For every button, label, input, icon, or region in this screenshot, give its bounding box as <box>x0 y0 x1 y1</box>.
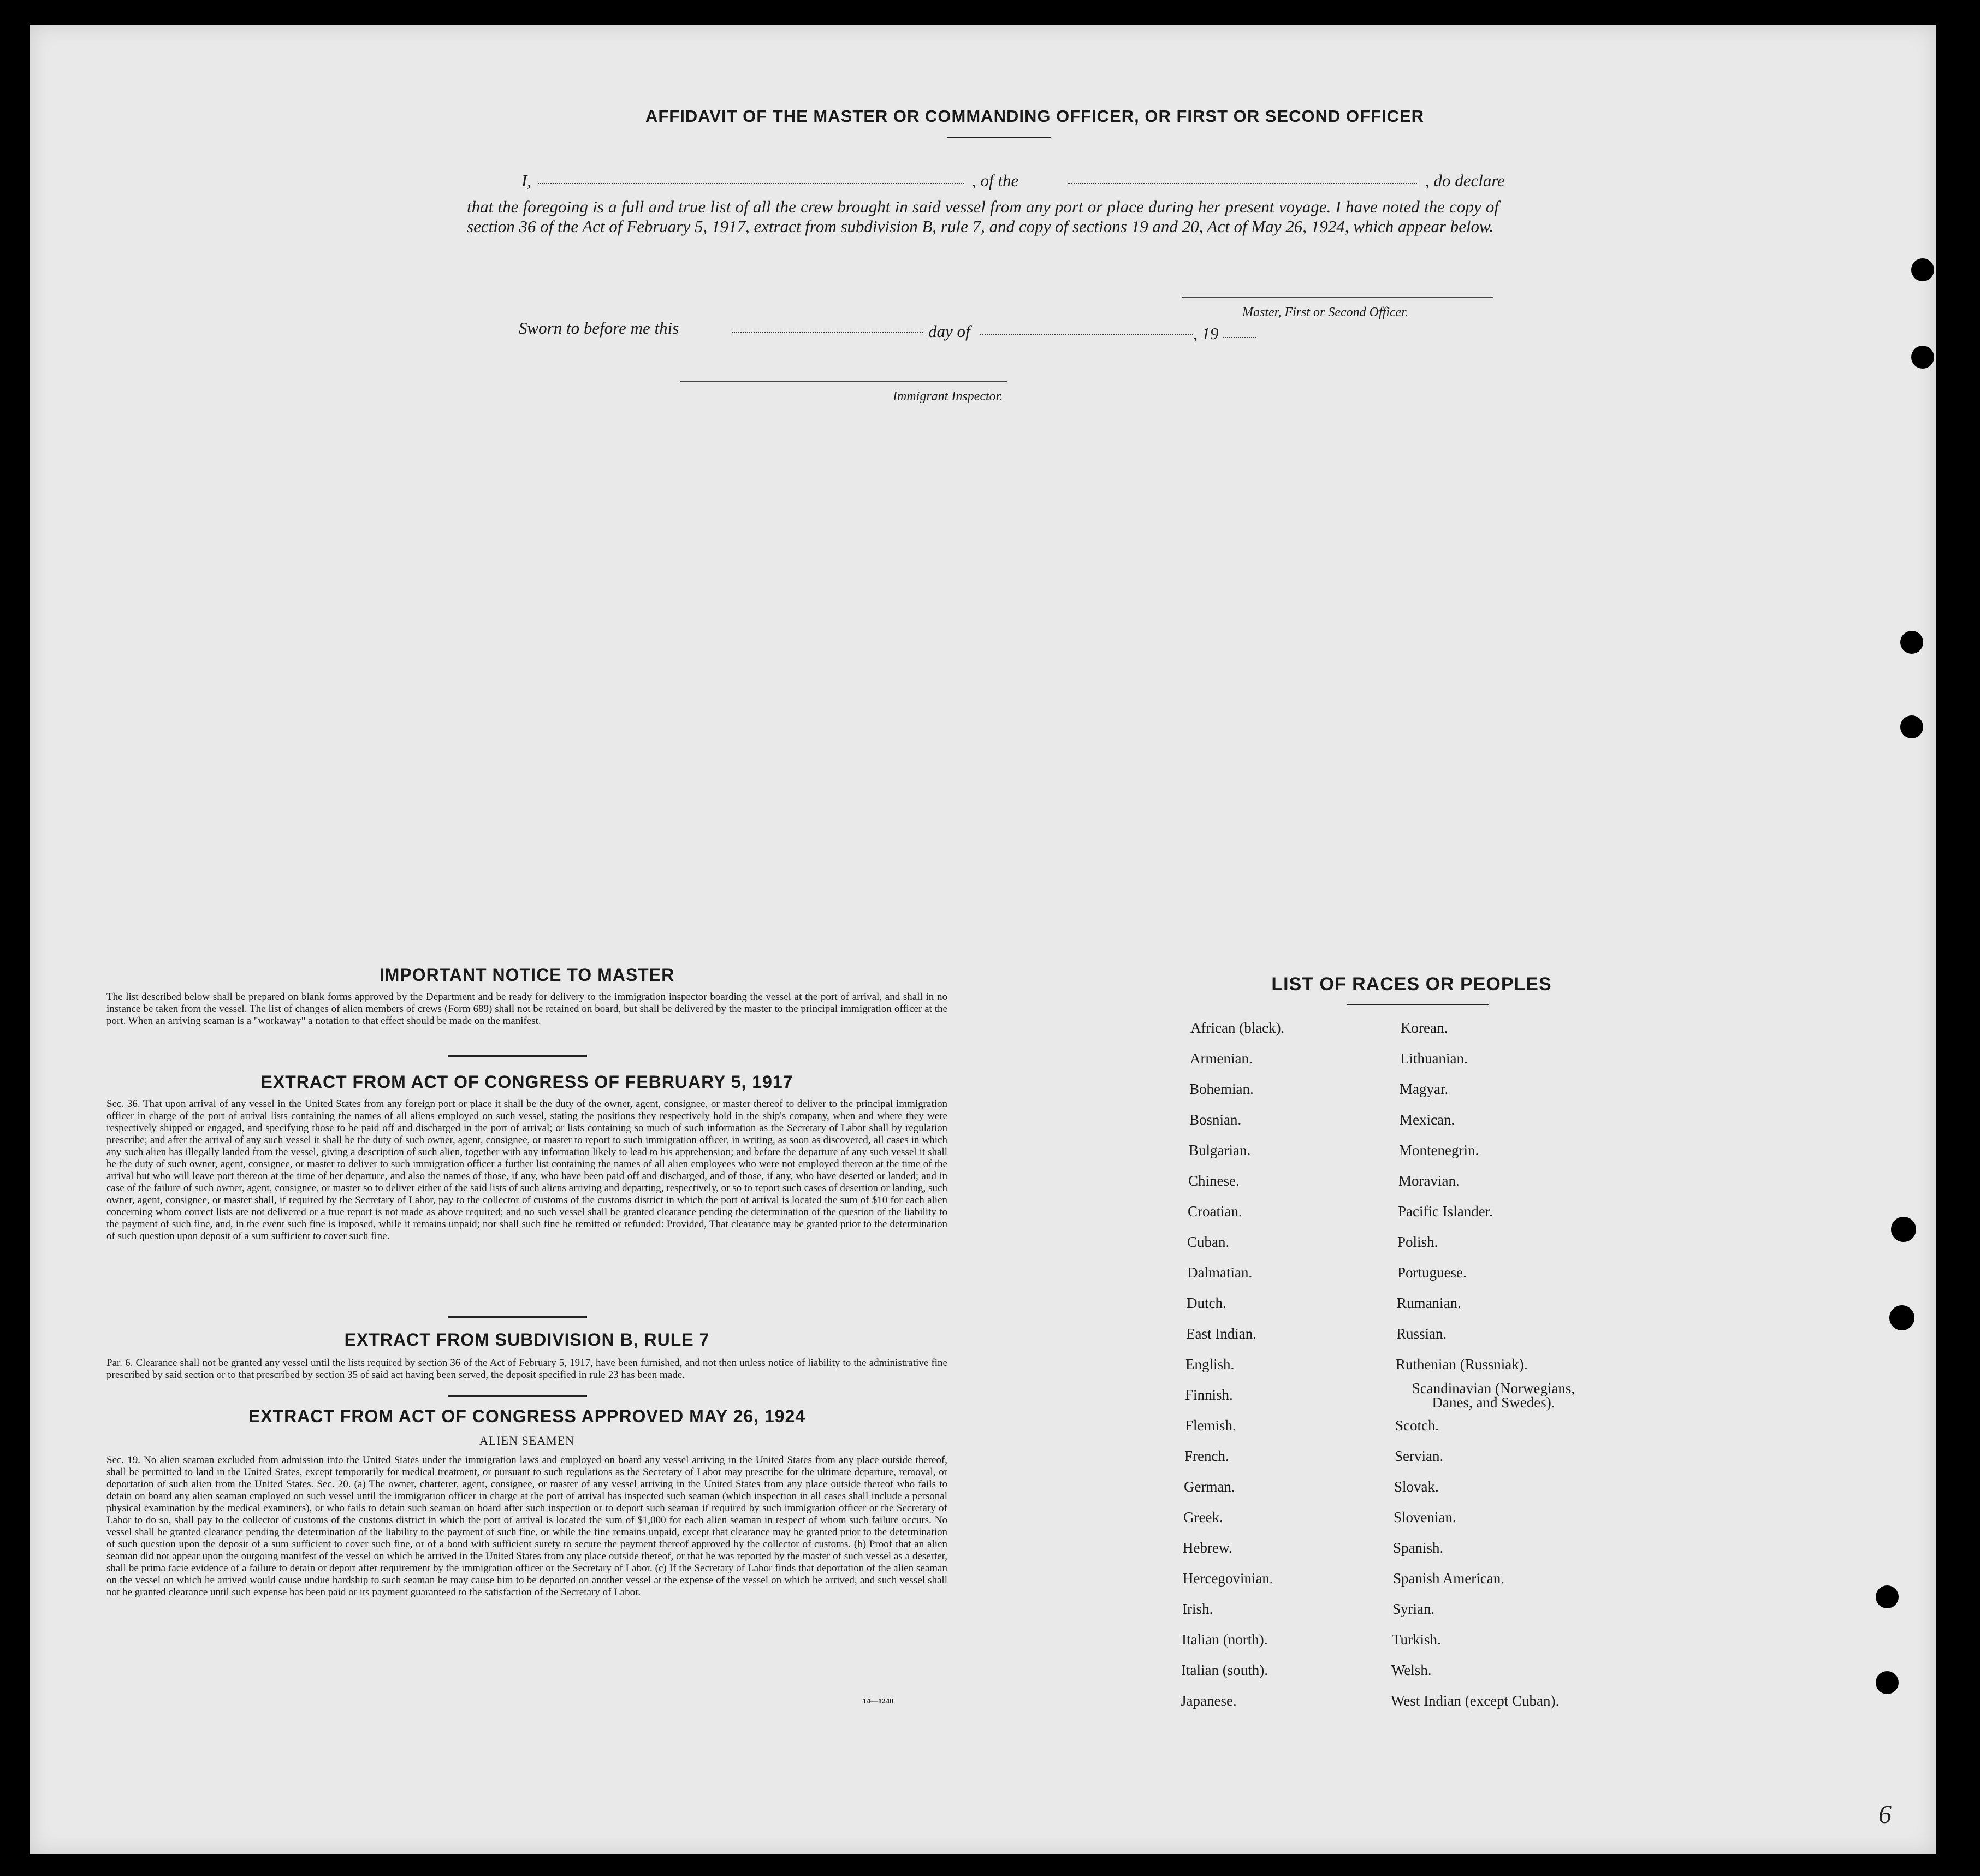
punch-hole <box>1876 1671 1899 1694</box>
signature-line[interactable] <box>1182 297 1493 298</box>
race-right-item: West Indian (except Cuban). <box>1391 1692 1560 1709</box>
race-left-item: Croatian. <box>1188 1203 1242 1220</box>
margin-mark: 6 <box>1878 1800 1892 1829</box>
race-right-item: Slovak. <box>1394 1478 1439 1495</box>
race-left-item: Flemish. <box>1185 1417 1236 1434</box>
inspector-caption: Immigrant Inspector. <box>893 389 1003 404</box>
race-right-item: Moravian. <box>1398 1173 1460 1189</box>
race-left-item: English. <box>1185 1356 1235 1372</box>
rule7-rule <box>448 1395 587 1397</box>
day-blank[interactable] <box>732 332 923 333</box>
signature-caption: Master, First or Second Officer. <box>1242 305 1408 319</box>
race-right-item: Ruthenian (Russniak). <box>1396 1356 1528 1372</box>
race-left-item: African (black). <box>1190 1020 1285 1036</box>
do-declare-label: , do declare <box>1425 171 1505 190</box>
race-left-item: Cuban. <box>1187 1234 1230 1250</box>
race-left-item: French. <box>1184 1448 1229 1464</box>
race-right-item: Scotch. <box>1395 1417 1439 1434</box>
race-right-item: Portuguese. <box>1397 1264 1467 1281</box>
punch-hole <box>1891 1217 1916 1242</box>
day-of-label: day of <box>928 322 970 341</box>
race-left-item: Japanese. <box>1181 1692 1237 1709</box>
race-right-item: Pacific Islander. <box>1398 1203 1493 1220</box>
rule7-title: EXTRACT FROM SUBDIVISION B, RULE 7 <box>344 1330 710 1350</box>
race-right-item: Polish. <box>1397 1234 1438 1250</box>
extract-1917-rule <box>448 1316 587 1318</box>
races-title: LIST OF RACES OR PEOPLES <box>1271 974 1552 995</box>
notice-title: IMPORTANT NOTICE TO MASTER <box>379 965 675 985</box>
race-left-item: East Indian. <box>1186 1325 1256 1342</box>
race-right-item: Turkish. <box>1392 1631 1441 1648</box>
extract-1917-title: EXTRACT FROM ACT OF CONGRESS OF FEBRUARY 5, 1917 <box>260 1072 793 1092</box>
vessel-blank[interactable] <box>1068 183 1417 184</box>
race-left-item: Italian (south). <box>1181 1662 1268 1678</box>
race-left-item: Bosnian. <box>1189 1111 1242 1128</box>
affidavit-i-label: I, <box>521 171 532 190</box>
sworn-label: Sworn to before me this <box>519 318 679 338</box>
punch-hole <box>1889 1305 1914 1330</box>
rule7-body: Par. 6. Clearance shall not be granted any vessel until the lists required by section 36 of the Act of February 5, 1917, have been furnished, and not then unless notice of liability to the administrative fine prescribed by said section or to that prescribed by section 35 of said act having been served, the deposit specified in rule 23 has been made. <box>106 1357 947 1381</box>
race-left-item: Dalmatian. <box>1187 1264 1253 1281</box>
affidavit-body: that the foregoing is a full and true list of all the crew brought in said vessel from any port or place during her present voyage. I have noted the copy of section 36 of the Act of February 5, 1917, extract from subdivision B, rule 7, and copy of sections 19 and 20, Act of May 26, 1924, which appear below. <box>467 197 1499 236</box>
race-left-item: Hercegovinian. <box>1183 1570 1273 1587</box>
race-left-item: Italian (north). <box>1182 1631 1268 1648</box>
race-left-item: Dutch. <box>1187 1295 1226 1311</box>
race-left-item: Hebrew. <box>1183 1540 1232 1556</box>
notice-body: The list described below shall be prepared on blank forms approved by the Department and be ready for delivery to the immigration inspector boarding the vessel at the port of arrival, and shall in no instance be taken from the vessel. The list of changes of alien members of crews (Form 689) shall not be retained on board, but shall be delivered by the master to the principal immigration officer at the port. When an arriving seaman is a "workaway" a notation to that effect should be made on the manifest. <box>106 991 947 1027</box>
affidavit-title: AFFIDAVIT OF THE MASTER OR COMMANDING OFFICER, OR FIRST OR SECOND OFFICER <box>645 106 1425 126</box>
title-rule <box>947 137 1051 138</box>
extract-1917-body: Sec. 36. That upon arrival of any vessel in the United States from any foreign port or place it shall be the duty of the owner, agent, consignee, or master thereof to deliver to the principal immigration officer in charge of the port of arrival lists containing the names of all aliens employed on such vessel, stating the positions they respectively hold in the ship's company, when and where they were respectively shipped or engaged, and specifying those to be paid off and discharged in the port of arrival; or lists containing so much of such information as the Secretary of Labor shall by regulation prescribe; and after the arrival of any such vessel it shall be the duty of such owner, agent, consignee, or master to report to such immigration officer, in writing, as soon as discovered, all cases in which any such alien has illegally landed from the vessel, giving a description of such alien, together with any information likely to lead to his apprehension; and before the departure of any such vessel it shall be the duty of such owner, agent, consignee, or master to deliver to such immigration officer a further list containing the names of all alien employees who were not employed thereon at the time of the arrival but who will leave port thereon at the time of her departure, and also the names of those, if any, who have been paid off and discharged, and of those, if any, who have deserted or landed; and in case of the failure of such owner, agent, consignee, or master so to deliver either of the said lists of such aliens arriving and departing, respectively, or so to report such cases of desertion or landing, such owner, agent, consignee, or master shall, if required by the Secretary of Labor, pay to the collector of customs of the customs district in which the port of arrival is located the sum of $10 for each alien concerning whom correct lists are not delivered or a true report is not made as above required; and no such vessel shall be granted clearance pending the determination of the question of the liability to the payment of such fine, and, in the event such fine is imposed, while it remains unpaid; nor shall such fine be remitted or refunded: Provided, That clearance may be granted prior to the determination of such question upon deposit of a sum sufficient to cover such fine. <box>106 1098 947 1242</box>
extract-1924-title: EXTRACT FROM ACT OF CONGRESS APPROVED MAY 26, 1924 <box>248 1406 806 1426</box>
race-left-item: Bulgarian. <box>1189 1142 1251 1158</box>
punch-hole <box>1911 258 1934 281</box>
form-number: 14—1240 <box>863 1697 893 1706</box>
race-right-item: Montenegrin. <box>1399 1142 1479 1158</box>
race-right-item: Rumanian. <box>1397 1295 1461 1311</box>
year-label: , 19 <box>1193 324 1219 343</box>
race-right-item: Spanish American. <box>1393 1570 1504 1587</box>
race-left-item: Finnish. <box>1185 1387 1233 1403</box>
name-blank[interactable] <box>538 183 964 184</box>
race-right-item: Welsh. <box>1391 1662 1432 1678</box>
punch-hole <box>1911 346 1934 369</box>
race-right-item: Korean. <box>1401 1020 1448 1036</box>
race-right-item: Syrian. <box>1392 1601 1435 1617</box>
extract-1924-body: Sec. 19. No alien seaman excluded from admission into the United States under the immigration laws and employed on board any vessel arriving in the United States from any place outside thereof, shall be permitted to land in the United States, except temporarily for medical treatment, or pursuant to such regulations as the Secretary of Labor may prescribe for the ultimate departure, removal, or deportation of such alien from the United States. Sec. 20. (a) The owner, charterer, agent, consignee, or master of any vessel arriving in the United States from any place outside thereof who fails to detain on board any alien seaman employed on such vessel until the immigration officer in charge at the port of arrival has inspected such seaman (which inspection in all cases shall include a personal physical examination by the medical examiners), or who fails to detain such seaman on board after such inspection or to deport such seaman if required by such immigration officer or the Secretary of Labor to do so, shall pay to the collector of customs of the customs district in which the port of arrival is located the sum of $1,000 for each alien seaman in respect of whom such failure occurs. No vessel shall be granted clearance pending the determination of the liability to the payment of such fine, or while the fine remains unpaid, except that clearance may be granted prior to the determination of such question upon the deposit of a sum sufficient to cover such fine, or of a bond with sufficient surety to secure the payment thereof approved by the collector of customs. (b) Proof that an alien seaman did not appear upon the outgoing manifest of the vessel on which he arrived in the United States from any place outside thereof, or that he was reported by the master of such vessel as a deserter, shall be prima facie evidence of a failure to detain or deport after requirement by the immigration officer or the Secretary of Labor. (c) If the Secretary of Labor finds that deportation of the alien seaman on the vessel on which he arrived would cause undue hardship to such seaman he may cause him to be deported on another vessel at the expense of the vessel on which he arrived, and such vessel shall not be granted clearance until such expense has been paid or its payment guaranteed to the satisfaction of the Secretary of Labor. <box>106 1454 947 1598</box>
race-left-item: Armenian. <box>1190 1050 1253 1067</box>
year-blank[interactable] <box>1223 337 1256 338</box>
race-right-item: Mexican. <box>1400 1111 1455 1128</box>
of-the-label: , of the <box>972 171 1019 190</box>
punch-hole <box>1900 715 1923 738</box>
race-right-item: Servian. <box>1395 1448 1444 1464</box>
inspector-line[interactable] <box>680 381 1007 382</box>
notice-rule <box>448 1055 587 1057</box>
race-left-item: Irish. <box>1182 1601 1213 1617</box>
punch-hole <box>1876 1585 1899 1608</box>
alien-seamen-subtitle: ALIEN SEAMEN <box>479 1434 574 1447</box>
race-right-item: Slovenian. <box>1394 1509 1456 1525</box>
race-left-item: Chinese. <box>1188 1173 1240 1189</box>
race-right-item: Scandinavian (Norwegians, Danes, and Swedes). <box>1412 1380 1575 1411</box>
race-right-item: Magyar. <box>1400 1081 1449 1097</box>
race-right-item: Spanish. <box>1393 1540 1444 1556</box>
races-rule <box>1347 1004 1489 1005</box>
month-blank[interactable] <box>980 334 1193 335</box>
race-left-item: German. <box>1184 1478 1235 1495</box>
punch-hole <box>1900 631 1923 654</box>
race-right-item: Russian. <box>1396 1325 1447 1342</box>
race-right-item: Lithuanian. <box>1400 1050 1468 1067</box>
race-left-item: Bohemian. <box>1189 1081 1254 1097</box>
race-left-item: Greek. <box>1183 1509 1223 1525</box>
document-page <box>30 25 1936 1854</box>
